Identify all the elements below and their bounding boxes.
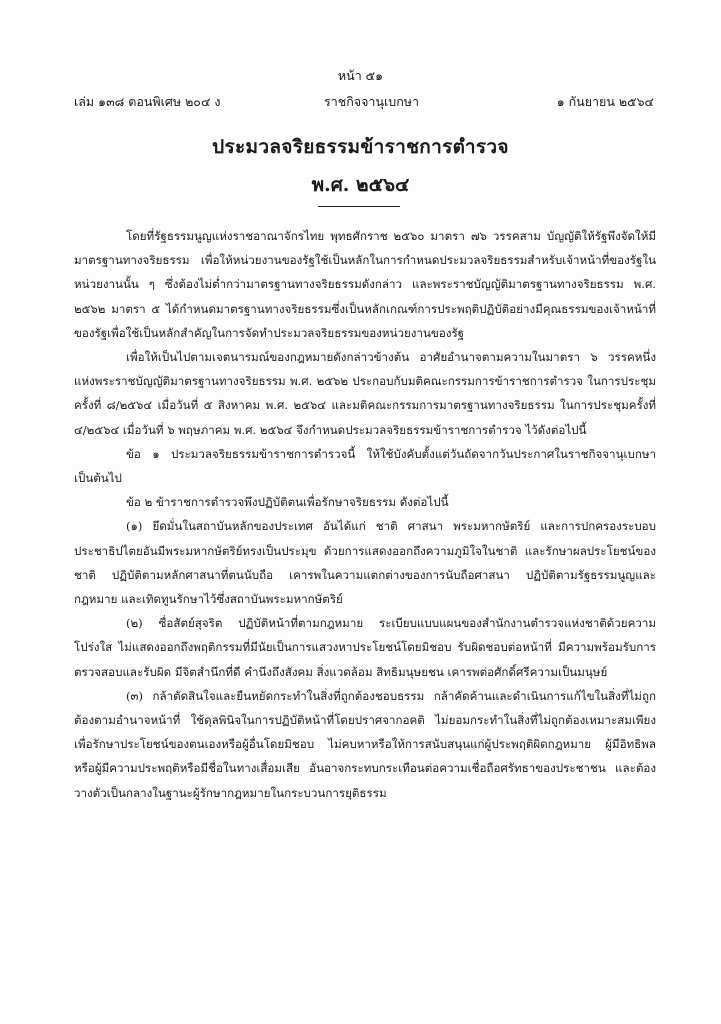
volume-issue: เล่ม ๑๓๘ ตอนพิเศษ ๒๐๔ ง — [74, 94, 221, 109]
document-body — [74, 224, 656, 805]
gazette-name: ราชกิจจานุเบกษา — [324, 94, 420, 109]
clause-1: ข้อ ๑ ประมวลจริยธรรมข้าราชการตำรวจนี้ ให้ใช้บังคับตั้งแต่วันถัดจากวันประกาศในราชกิจจานุเบกษาเป็นต้นไป — [74, 446, 656, 486]
gazette-header — [74, 92, 654, 110]
clause-2-item-3: (๓) กล้าตัดสินใจและยืนหยัดกระทำในสิ่งที่ถูกต้องชอบธรรม กล้าคัดค้านและดำเนินการแก้ไขในสิ่งที่ไม่ถูกต้องตามอำนาจหน้าที่ ใช้ดุลพินิจในการปฏิบัติหน้าที่โดยปราศจากอคติ ไม่ยอมกระทำในสิ่งที่ไม่ถูกต้องเหมาะสมเพียงเพื่อรักษาประโยชน์ของตนเองหรือผู้อื่นโดยมิชอบ ไม่คบหาหรือให้การสนับสนุนแก่ผู้ประพฤติผิดกฎหมาย ผู้มีอิทธิพล หรือผู้มีความประพฤติหรือมีชื่อในทางเสื่อมเสีย อันอาจกระทบกระเทือนต่อความเชื่อถือศรัทธาของประชาชน และต้องวางตัวเป็นกลางในฐานะผู้รักษากฎหมายในกระบวนการยุติธรรม — [74, 688, 656, 800]
clause-2: ข้อ ๒ ข้าราชการตำรวจพึงปฏิบัติตนเพื่อรักษาจริยธรรม ดังต่อไปนี้ — [126, 495, 449, 510]
page-number: หน้า ๕๑ — [337, 68, 384, 83]
document-year: พ.ศ. ๒๕๖๔ — [311, 174, 410, 196]
preamble-paragraph: โดยที่รัฐธรรมนูญแห่งราชอาณาจักรไทย พุทธศักราช ๒๕๖๐ มาตรา ๗๖ วรรคสาม บัญญัติให้รัฐพึงจัดให้มีมาตรฐานทางจริยธรรม เพื่อให้หน่วยงานของรัฐใช้เป็นหลักในการกำหนดประมวลจริยธรรมสำหรับเจ้าหน้าที่ของรัฐในหน่วยงานนั้น ๆ ซึ่งต้องไม่ต่ำกว่ามาตรฐานทางจริยธรรมดังกล่าว และพระราชบัญญัติมาตรฐานทางจริยธรรม พ.ศ. ๒๕๖๒ มาตรา ๕ ได้กำหนดมาตรฐานทางจริยธรรมซึ่งเป็นหลักเกณฑ์การประพฤติปฏิบัติอย่างมีคุณธรรมของเจ้าหน้าที่ของรัฐเพื่อใช้เป็นหลักสำคัญในการจัดทำประมวลจริยธรรมของหน่วยงานของรัฐ — [74, 229, 656, 340]
clause-2-item-2: (๒) ซื่อสัตย์สุจริต ปฏิบัติหน้าที่ตามกฎหมาย ระเบียบแบบแผนของสำนักงานตำรวจแห่งชาติด้วยความโปร่งใส ไม่แสดงออกถึงพฤติกรรมที่มีนัยเป็นการแสวงหาประโยชน์โดยมิชอบ รับผิดชอบต่อหน้าที่ มีความพร้อมรับการตรวจสอบและรับผิด มีจิตสำนึกที่ดี คำนึงถึงสังคม สิ่งแวดล้อม สิทธิมนุษยชน เคารพต่อศักดิ์ศรีความเป็นมนุษย์ — [74, 616, 656, 679]
authority-paragraph: เพื่อให้เป็นไปตามเจตนารมณ์ของกฎหมายดังกล่าวข้างต้น อาศัยอำนาจตามความในมาตรา ๖ วรรคหนึ่ง แห่งพระราชบัญญัติมาตรฐานทางจริยธรรม พ.ศ. ๒๕๖๒ ประกอบกับมติคณะกรรมการข้าราชการตำรวจ ในการประชุมครั้งที่ ๘/๒๕๖๔ เมื่อวันที่ ๕ สิงหาคม พ.ศ. ๒๕๖๔ และมติคณะกรรมการมาตรฐานทางจริยธรรม ในการประชุมครั้งที่ ๔/๒๕๖๔ เมื่อวันที่ ๖ พฤษภาคม พ.ศ. ๒๕๖๔ จึงกำหนดประมวลจริยธรรมข้าราชการตำรวจ ไว้ดังต่อไปนี้ — [74, 350, 656, 437]
title-divider — [318, 206, 400, 207]
publication-date: ๑ กันยายน ๒๕๖๔ — [556, 94, 654, 109]
clause-2-item-1: (๑) ยึดมั่นในสถาบันหลักของประเทศ อันได้แก่ ชาติ ศาสนา พระมหากษัตริย์ และการปกครองระบอบประชาธิปไตยอันมีพระมหากษัตริย์ทรงเป็นประมุข ด้วยการแสดงออกถึงความภูมิใจในชาติ และรักษาผลประโยชน์ของชาติ ปฏิบัติตามหลักศาสนาที่ตนนับถือ เคารพในความแตกต่างของการนับถือศาสนา ปฏิบัติตามรัฐธรรมนูญและกฎหมาย และเทิดทูนรักษาไว้ซึ่งสถาบันพระมหากษัตริย์ — [74, 519, 656, 607]
document-title: ประมวลจริยธรรมข้าราชการตำรวจ — [212, 136, 509, 158]
